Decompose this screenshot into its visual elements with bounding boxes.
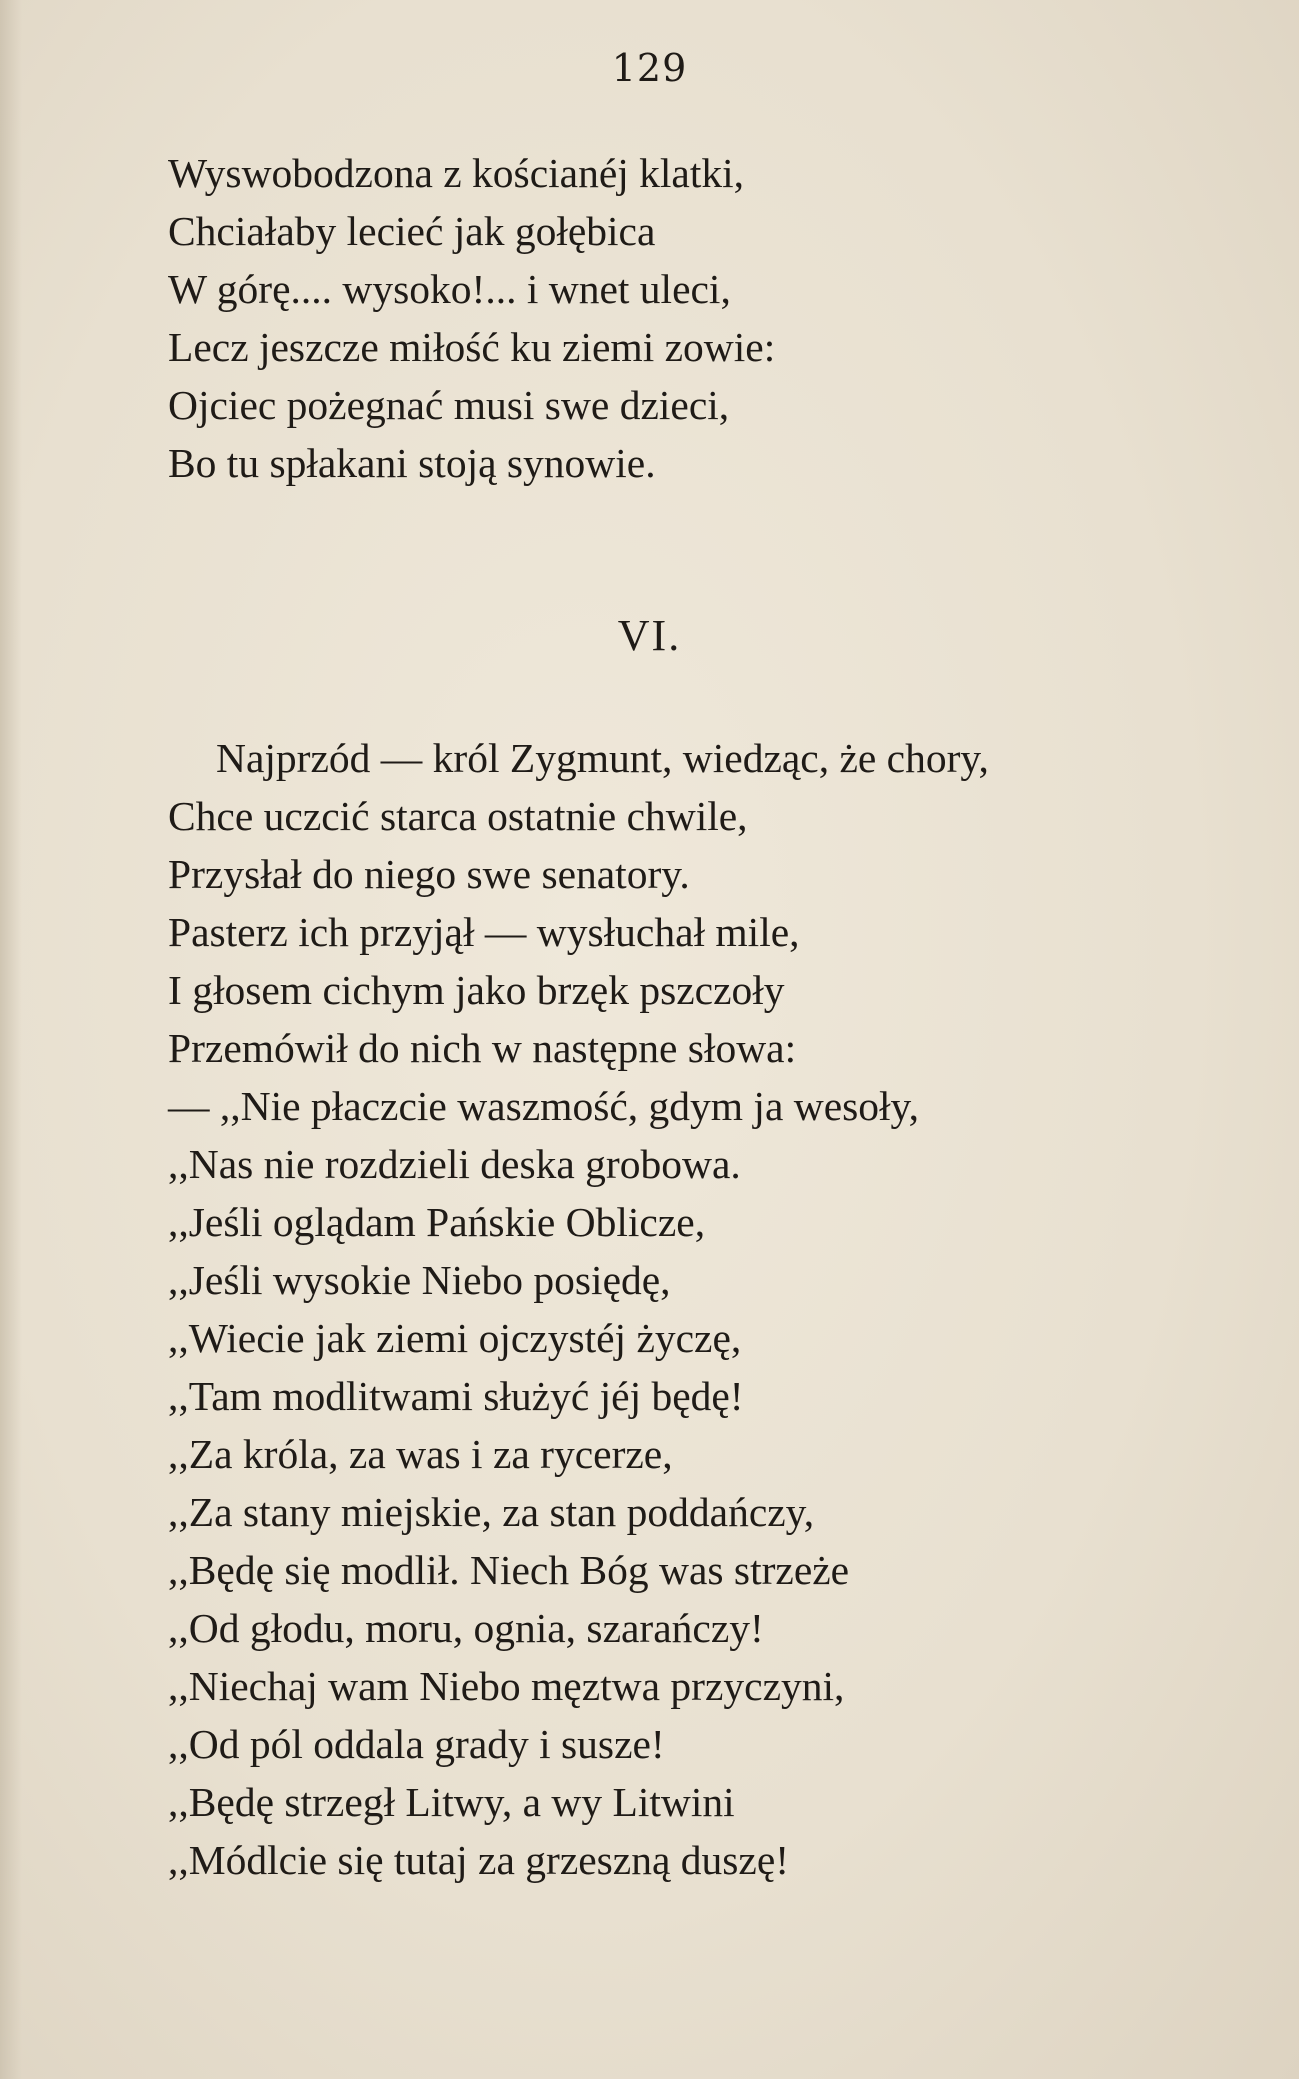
- verse-line: ,,Będę się modlił. Niech Bóg was strzeże: [168, 1547, 850, 1593]
- verse-line: Przysłał do niego swe senatory.: [168, 851, 690, 897]
- verse-line: Chciałaby lecieć jak gołębica: [168, 208, 656, 254]
- verse-line: ,,Jeśli oglądam Pańskie Oblicze,: [168, 1199, 706, 1245]
- verse-line: Lecz jeszcze miłość ku ziemi zowie:: [168, 324, 776, 370]
- verse-line: Bo tu spłakani stoją synowie.: [168, 440, 656, 486]
- verse-line: ,,Tam modlitwami służyć jéj będę!: [168, 1373, 744, 1419]
- verse-line: ,,Nas nie rozdzieli deska grobowa.: [168, 1141, 741, 1187]
- verse-line: ,,Od pól oddala grady i susze!: [168, 1721, 665, 1767]
- page-spine-shadow: [0, 0, 22, 2079]
- stanza-2: [168, 729, 989, 1889]
- verse-line: — ,,Nie płaczcie waszmość, gdym ja wesoły,: [168, 1083, 919, 1129]
- verse-line: ,,Za stany miejskie, za stan poddańczy,: [168, 1489, 815, 1535]
- section-heading: VI.: [617, 611, 682, 660]
- verse-line: Ojciec pożegnać musi swe dzieci,: [168, 382, 730, 428]
- verse-line: ,,Jeśli wysokie Niebo posiędę,: [168, 1257, 671, 1303]
- verse-line: ,,Będę strzegł Litwy, a wy Litwini: [168, 1779, 735, 1825]
- verse-line: ,,Za króla, za was i za rycerze,: [168, 1431, 673, 1477]
- verse-line: W górę.... wysoko!... i wnet uleci,: [168, 266, 731, 312]
- verse-line: Pasterz ich przyjął — wysłuchał mile,: [168, 909, 800, 955]
- verse-line: ,,Niechaj wam Niebo męztwa przyczyni,: [168, 1663, 845, 1709]
- verse-line: ,,Od głodu, moru, ognia, szarańczy!: [168, 1605, 764, 1651]
- verse-line: ,,Wiecie jak ziemi ojczystéj życzę,: [168, 1315, 742, 1361]
- verse-line: ,,Módlcie się tutaj za grzeszną duszę!: [168, 1837, 790, 1883]
- verse-line: Wyswobodzona z kościanéj klatki,: [168, 150, 745, 196]
- verse-line: Przemówił do nich w następne słowa:: [168, 1025, 797, 1071]
- verse-line: Chce uczcić starca ostatnie chwile,: [168, 793, 748, 839]
- verse-line: I głosem cichym jako brzęk pszczoły: [168, 967, 785, 1013]
- stanza-1: [168, 144, 775, 492]
- page-number: 129: [611, 46, 688, 90]
- verse-line: Najprzód — król Zygmunt, wiedząc, że chory,: [216, 735, 989, 781]
